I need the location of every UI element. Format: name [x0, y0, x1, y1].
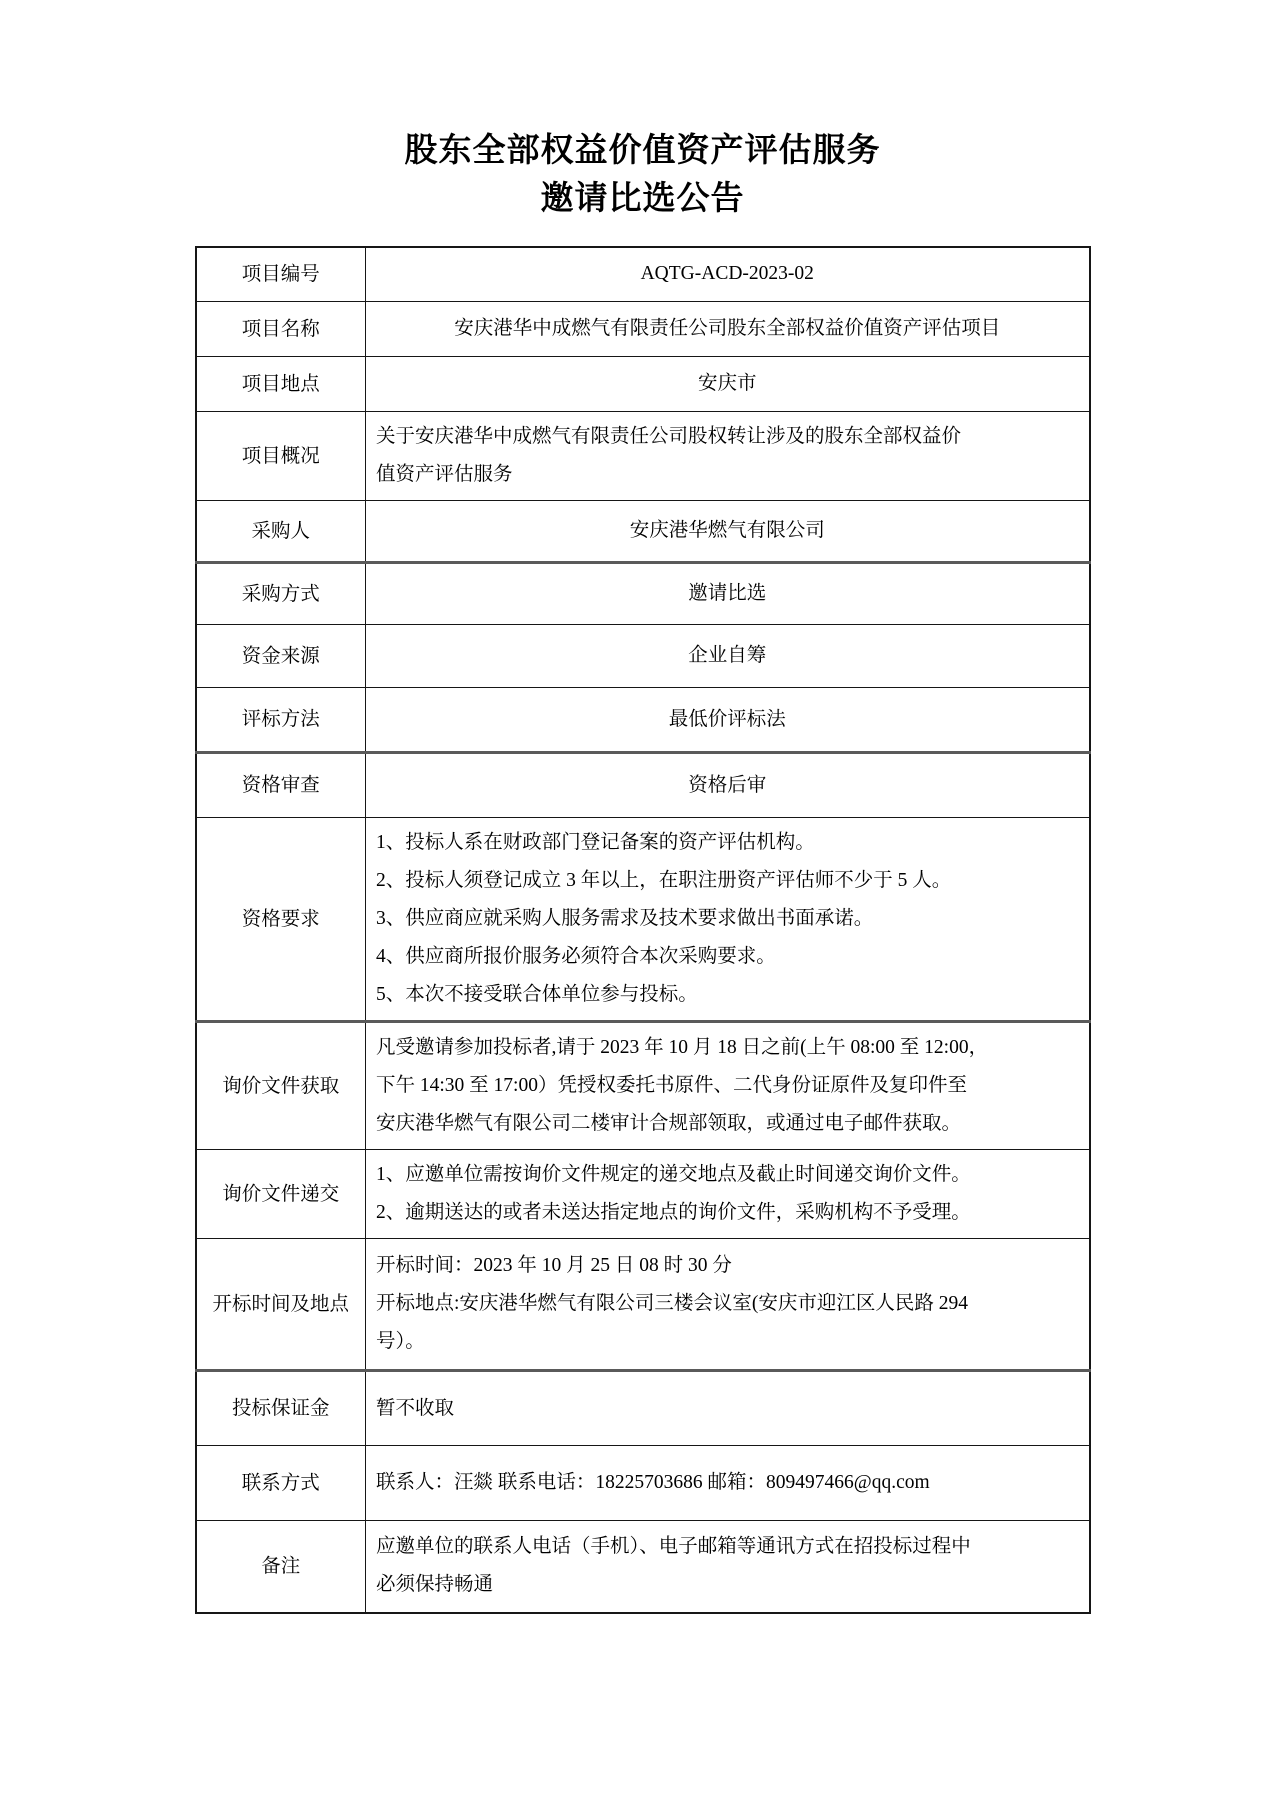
- value-line: 2、逾期送达的或者未送达指定地点的询价文件，采购机构不予受理。: [376, 1202, 971, 1224]
- row-value-cell: [366, 501, 1090, 563]
- row-label-cell: 投标保证金: [196, 1371, 366, 1446]
- value-line: 暂不收取: [376, 1397, 455, 1419]
- table-row: [196, 501, 1090, 563]
- row-label-cell: 采购方式: [196, 563, 366, 625]
- value-line: 开标时间：2023 年 10 月 25 日 08 时 30 分: [376, 1255, 732, 1277]
- row-label-cell: 资格审查: [196, 753, 366, 818]
- row-label-cell: 评标方法: [196, 688, 366, 753]
- value-line: 3、供应商应就采购人服务需求及技术要求做出书面承诺。: [376, 908, 874, 930]
- document-title-line2: 邀请比选公告: [540, 180, 745, 217]
- value-line: 安庆港华燃气有限公司二楼审计合规部领取，或通过电子邮件获取。: [376, 1113, 962, 1135]
- table-row: [196, 247, 1090, 302]
- row-value-cell: [366, 1446, 1090, 1521]
- row-value-cell: [366, 1022, 1090, 1150]
- table-row: [196, 1150, 1090, 1239]
- row-value-cell: [366, 625, 1090, 688]
- table-row: [196, 818, 1090, 1022]
- value-line: 5、本次不接受联合体单位参与投标。: [376, 984, 698, 1006]
- value-line: 号）。: [376, 1331, 425, 1353]
- row-value-cell: [366, 302, 1090, 357]
- value-line: 值资产评估服务: [376, 464, 513, 486]
- row-value-cell: [366, 412, 1090, 501]
- value-line: 最低价评标法: [668, 708, 786, 730]
- value-line: 关于安庆港华中成燃气有限责任公司股权转让涉及的股东全部权益价: [376, 426, 962, 448]
- row-label-cell: 备注: [196, 1521, 366, 1613]
- value-line: AQTG-ACD-2023-02: [640, 263, 814, 285]
- row-label-cell: 询价文件获取: [196, 1022, 366, 1150]
- value-line: 联系人：汪燚 联系电话：18225703686 邮箱：809497466@qq.com: [376, 1472, 930, 1494]
- table-row: [196, 1239, 1090, 1371]
- row-value-cell: [366, 1150, 1090, 1239]
- table-row: [196, 625, 1090, 688]
- table-row: [196, 357, 1090, 412]
- row-label-cell: 资格要求: [196, 818, 366, 1022]
- value-line: 1、投标人系在财政部门登记备案的资产评估机构。: [376, 832, 815, 854]
- row-label-cell: 采购人: [196, 501, 366, 563]
- row-value-cell: [366, 563, 1090, 625]
- value-line: 邀请比选: [688, 583, 767, 605]
- value-line: 安庆市: [697, 373, 757, 395]
- table-row: [196, 563, 1090, 625]
- table-row: [196, 412, 1090, 501]
- value-line: 资格后审: [688, 774, 767, 796]
- value-line: 凡受邀请参加投标者,请于 2023 年 10 月 18 日之前(上午 08:00 至 12:00，: [376, 1037, 989, 1059]
- row-value-cell: [366, 688, 1090, 753]
- row-label-cell: 项目地点: [196, 357, 366, 412]
- row-label-cell: 询价文件递交: [196, 1150, 366, 1239]
- value-line: 必须保持畅通: [376, 1574, 494, 1596]
- table-row: [196, 302, 1090, 357]
- table-row: [196, 1371, 1090, 1446]
- table-row: [196, 1022, 1090, 1150]
- row-label-cell: 项目概况: [196, 412, 366, 501]
- row-value-cell: [366, 1521, 1090, 1613]
- value-line: 1、应邀单位需按询价文件规定的递交地点及截止时间递交询价文件。: [376, 1164, 971, 1186]
- table-row: [196, 1446, 1090, 1521]
- row-value-cell: [366, 357, 1090, 412]
- announcement-table-body: [196, 247, 1090, 1613]
- table-row: [196, 1521, 1090, 1613]
- row-label-cell: 资金来源: [196, 625, 366, 688]
- row-value-cell: [366, 818, 1090, 1022]
- table-row: [196, 688, 1090, 753]
- value-line: 开标地点:安庆港华燃气有限公司三楼会议室(安庆市迎江区人民路 294: [376, 1293, 969, 1315]
- announcement-table: [195, 246, 1091, 1614]
- document-title-line1: 股东全部权益价值资产评估服务: [404, 133, 881, 169]
- row-label-cell: 项目编号: [196, 247, 366, 302]
- row-value-cell: [366, 1239, 1090, 1371]
- row-value-cell: [366, 753, 1090, 818]
- value-line: 安庆港华燃气有限公司: [629, 520, 825, 542]
- value-line: 企业自筹: [688, 645, 767, 667]
- row-label-cell: 项目名称: [196, 302, 366, 357]
- row-label-cell: 联系方式: [196, 1446, 366, 1521]
- value-line: 应邀单位的联系人电话（手机）、电子邮箱等通讯方式在招投标过程中: [376, 1536, 971, 1558]
- row-value-cell: [366, 247, 1090, 302]
- row-label-cell: 开标时间及地点: [196, 1239, 366, 1371]
- value-line: 下午 14:30 至 17:00）凭授权委托书原件、二代身份证原件及复印件至: [376, 1075, 967, 1097]
- row-value-cell: [366, 1371, 1090, 1446]
- value-line: 4、供应商所报价服务必须符合本次采购要求。: [376, 946, 776, 968]
- table-row: [196, 753, 1090, 818]
- value-line: 2、投标人须登记成立 3 年以上，在职注册资产评估师不少于 5 人。: [376, 870, 952, 892]
- value-line: 安庆港华中成燃气有限责任公司股东全部权益价值资产评估项目: [454, 318, 1001, 340]
